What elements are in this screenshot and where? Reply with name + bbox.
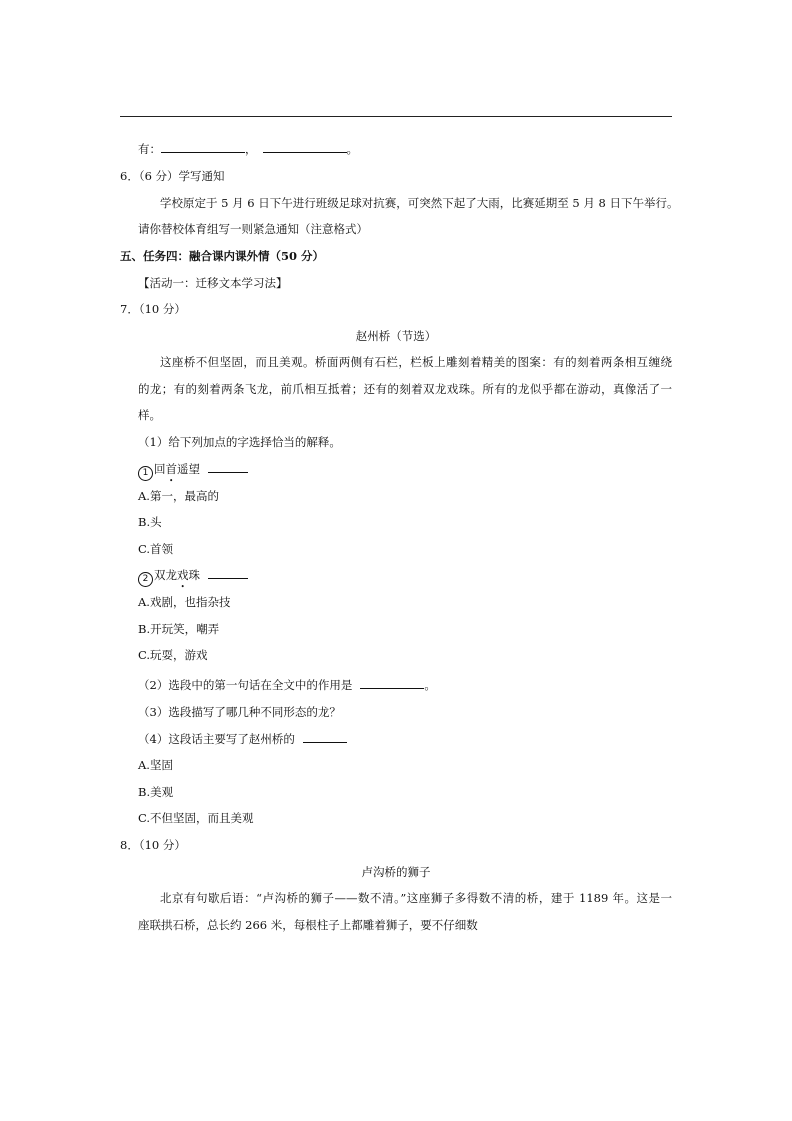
dotted-char: 首 [165, 462, 177, 476]
q6-number: 6．（6 分）学写通知 [120, 169, 225, 183]
q7-item2: 2 双龙戏珠 [138, 567, 248, 587]
sub4-option-b: B.美观 [138, 785, 174, 799]
q5-sep: ， [245, 142, 257, 156]
sub2-blank[interactable] [360, 677, 424, 689]
sub4-option-a: A.坚固 [138, 758, 173, 772]
item1-blank[interactable] [208, 461, 248, 473]
q8-number: 8．（10 分） [120, 838, 186, 852]
q5-answer-line [138, 141, 358, 157]
q7-sub4: （4）这段话主要写了赵州桥的 [138, 731, 347, 747]
q8-para-line-1: 北京有句歇后语：“卢沟桥的狮子——数不清。”这座狮子多得数不清的桥，建于 1189 年。这是一 [160, 891, 672, 905]
q5-blank-2[interactable] [263, 141, 347, 153]
header-rule [120, 116, 672, 117]
item2-option-a: A.戏剧，也指杂技 [138, 595, 231, 609]
q5-blank-1[interactable] [161, 141, 245, 153]
q7-sub3: （3）选段描写了哪几种不同形态的龙？ [138, 705, 341, 719]
q6-body-line-1: 学校原定于 5 月 6 日下午进行班级足球对抗赛，可突然下起了大雨，比赛延期至 5 月 8 日下午举行。 [160, 196, 679, 210]
circled-number-1: 1 [138, 466, 153, 481]
q7-para-line-2: 的龙；有的刻着两条飞龙，前爪相互抵着；还有的刻着双龙戏珠。所有的龙似乎都在游动，真像活了一 [138, 382, 672, 396]
q7-sub2: （2）选段中的第一句话在全文中的作用是 。 [138, 678, 436, 692]
item2-option-b: B.开玩笑，嘲弄 [138, 622, 220, 636]
sub4-option-c: C.不但坚固，而且美观 [138, 811, 254, 825]
dotted-char: 戏 [177, 568, 189, 582]
q7-title: 赵州桥（节选） [355, 329, 437, 343]
q5-prefix: 有： [138, 142, 161, 156]
q7-para-line-1: 这座桥不但坚固，而且美观。桥面两侧有石栏，栏板上雕刻着精美的图案：有的刻着两条相互缠绕 [160, 355, 672, 369]
section-heading: 五、任务四：融合课内课外情（50 分） [120, 249, 325, 263]
q6-body-line-2: 请你替校体育组写一则紧急通知（注意格式） [138, 222, 368, 236]
item2-option-c: C.玩耍，游戏 [138, 648, 208, 662]
activity-label: 【活动一：迁移文本学习法】 [138, 276, 288, 290]
q7-item1: 1 回首遥望 [138, 461, 248, 481]
q5-end: 。 [346, 142, 358, 156]
q7-para-line-3: 样。 [138, 408, 161, 422]
q8-para-line-2: 座联拱石桥，总长约 266 米，每根柱子上都雕着狮子，要不仔细数 [138, 918, 478, 932]
q7-sub1: （1）给下列加点的字选择恰当的解释。 [138, 435, 341, 449]
item1-option-b: B.头 [138, 515, 162, 529]
item1-option-a: A.第一，最高的 [138, 489, 219, 503]
item2-blank[interactable] [208, 567, 248, 579]
q7-number: 7．（10 分） [120, 302, 186, 316]
item1-option-c: C.首领 [138, 542, 174, 556]
q8-title: 卢沟桥的狮子 [361, 865, 431, 879]
circled-number-2: 2 [138, 572, 153, 587]
sub4-blank[interactable] [303, 731, 347, 743]
